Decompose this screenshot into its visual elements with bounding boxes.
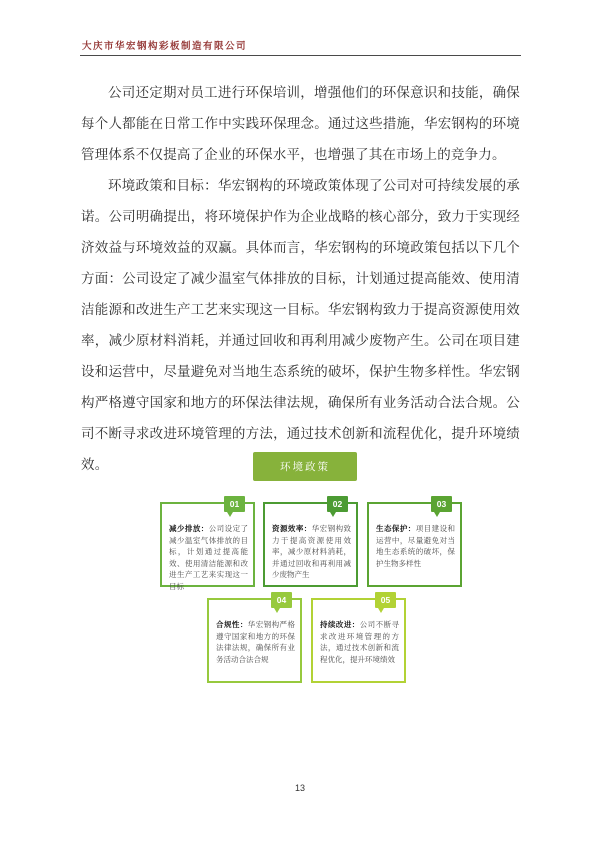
policy-card-continuous-improvement: [311, 595, 406, 683]
badge-pointer-icon: [434, 512, 440, 517]
card-label: 生态保护：: [376, 524, 416, 533]
card-text: [169, 523, 248, 592]
body-text: [81, 77, 520, 480]
badge-pointer-icon: [227, 512, 233, 517]
card-text: [320, 619, 399, 665]
card-number: 04: [276, 595, 287, 605]
badge-pointer-icon: [378, 608, 384, 613]
card-text: [376, 523, 455, 569]
document-header: [80, 36, 521, 56]
diagram-title-badge: 环境政策: [253, 452, 357, 481]
number-badge: [431, 496, 452, 512]
card-number: 02: [332, 499, 343, 509]
company-name: 大庆市华宏钢构彩板制造有限公司: [82, 42, 248, 52]
card-number: 05: [380, 595, 391, 605]
badge-pointer-icon: [274, 608, 280, 613]
badge-pointer-icon: [330, 512, 336, 517]
card-description: 公司设定了减少温室气体排放的目标，计划通过提高能效、使用清洁能源和改进生产工艺来实现这一目标: [169, 524, 249, 591]
card-text: [216, 619, 295, 665]
number-badge: [271, 592, 292, 608]
card-description: 华宏钢构严格遵守国家和地方的环保法律法规，确保所有业务活动合法合规: [216, 620, 296, 664]
card-number: 03: [436, 499, 447, 509]
card-description: 项目建设和运营中，尽量避免对当地生态系统的破坏，保护生物多样性: [376, 524, 456, 568]
number-badge: [224, 496, 245, 512]
paragraph-policy-goals: 环境政策和目标：华宏钢构的环境政策体现了公司对可持续发展的承诺。公司明确提出，将环境保护作为企业战略的核心部分，致力于实现经济效益与环境效益的双赢。具体而言，华宏钢构的环境政策包括以下几个方面：公司设定了减少温室气体排放的目标，计划通过提高能效、使用清洁能源和改进生产工艺来实现这一目标。华宏钢构致力于提高资源使用效率，减少原材料消耗，并通过回收和再利用减少废物产生。公司在项目建设和运营中，尽量避免对当地生态系统的破坏，保护生物多样性。华宏钢构严格遵守国家和地方的环保法律法规，确保所有业务活动合法合规。公司不断寻求改进环境管理的方法，通过技术创新和流程优化，提升环境绩效。: [81, 178, 520, 472]
card-label: 合规性：: [216, 620, 248, 629]
number-badge: [375, 592, 396, 608]
card-label: 减少排放：: [169, 524, 209, 533]
card-number: 01: [229, 499, 240, 509]
card-label: 资源效率：: [272, 524, 312, 533]
number-badge: [327, 496, 348, 512]
page-number: 13: [294, 783, 305, 793]
card-description: 公司不断寻求改进环境管理的方法，通过技术创新和流程优化，提升环境绩效: [320, 620, 400, 664]
paragraph-training: 公司还定期对员工进行环保培训，增强他们的环保意识和技能，确保每个人都能在日常工作中实践环保理念。通过这些措施，华宏钢构的环境管理体系不仅提高了企业的环保水平，也增强了其在市场上的竞争力。: [81, 85, 520, 162]
policy-card-compliance: [207, 595, 302, 683]
card-text: [272, 523, 351, 581]
policy-card-reduce-emissions: [160, 499, 255, 591]
policy-card-ecological-protection: [367, 499, 462, 587]
card-label: 持续改进：: [320, 620, 360, 629]
policy-card-resource-efficiency: [263, 499, 358, 587]
card-description: 华宏钢构致力于提高资源使用效率，减少原材料消耗，并通过回收和再利用减少废物产生: [272, 524, 352, 579]
